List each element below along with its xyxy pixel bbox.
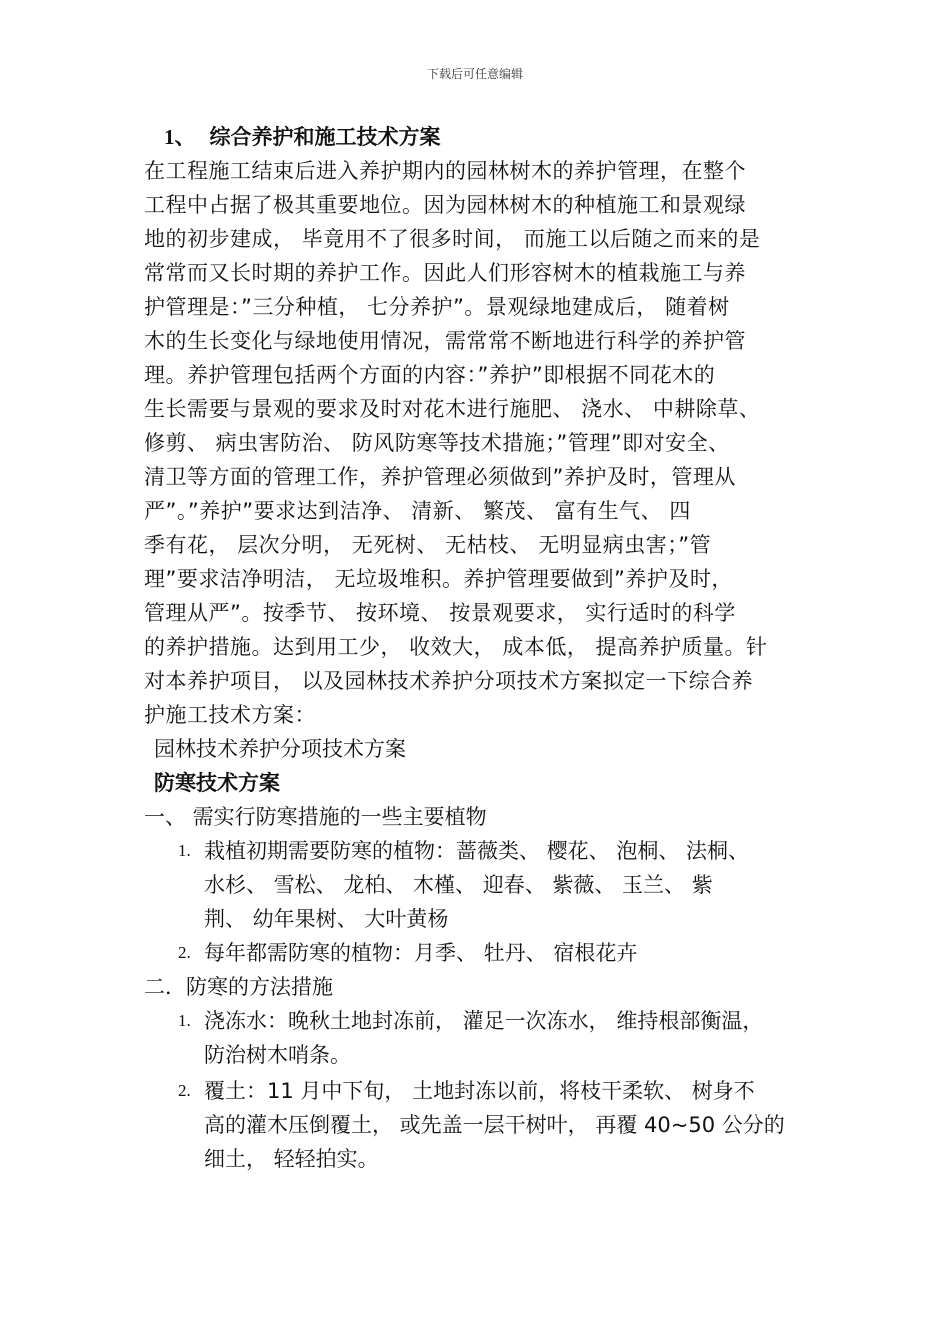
paragraph-line: 护施工技术方案：: [144, 703, 316, 727]
paragraph-line: 木的生长变化与绿地使用情况，需常常不断地进行科学的养护管: [144, 329, 746, 353]
list-item: [144, 1004, 820, 1072]
paragraph-line: 在工程施工结束后进入养护期内的园林树木的养护管理，在整个: [144, 159, 746, 183]
list-item: [144, 1074, 820, 1176]
list-marker: 2.: [178, 943, 191, 962]
list-marker: 2.: [178, 1081, 191, 1100]
list-marker: 1.: [178, 1011, 191, 1030]
page-header: 下载后可任意编辑: [426, 67, 523, 81]
paragraph-line: 的养护措施。达到用工少， 收效大， 成本低， 提高养护质量。针: [144, 635, 768, 659]
section-one-title: 一、 需实行防寒措施的一些主要植物: [144, 805, 487, 829]
document-body: [144, 120, 820, 1176]
heading-number: 1、: [164, 125, 196, 149]
paragraph-line: 修剪、 病虫害防治、 防风防寒等技术措施；”管理”即对安全、: [144, 431, 730, 455]
paragraph-line: 工程中占据了极其重要地位。因为园林树木的种植施工和景观绿: [144, 193, 746, 217]
list-item-line: 水杉、 雪松、 龙柏、 木槿、 迎春、 紫薇、 玉兰、 紫: [204, 873, 713, 897]
list-item-line: 覆土：11 月中下旬， 土地封冻以前，将枝干柔软、 树身不: [204, 1079, 755, 1103]
paragraph-line: 护管理是：”三分种植， 七分养护”。景观绿地建成后， 随着树: [144, 295, 730, 319]
paragraph-line: 对本养护项目， 以及园林技术养护分项技术方案拟定一下综合养: [144, 669, 754, 693]
paragraph-line: 管理从严”。按季节、 按环境、 按景观要求， 实行适时的科学: [144, 601, 736, 625]
subsection-bold-title: 防寒技术方案: [154, 771, 280, 795]
list-item-line: 高的灌木压倒覆土， 或先盖一层干树叶， 再覆 40~50 公分的: [204, 1113, 785, 1137]
paragraph-line: 清卫等方面的管理工作，养护管理必须做到”养护及时，管理从: [144, 465, 736, 489]
list-item: [144, 834, 820, 936]
intro-paragraph: [144, 154, 820, 732]
list-item-line: 防治树木哨条。: [204, 1043, 351, 1067]
paragraph-line: 理”要求洁净明洁， 无垃圾堆积。养护管理要做到”养护及时，: [144, 567, 733, 591]
paragraph-line: 严”。”养护”要求达到洁净、 清新、 繁茂、 富有生气、 四: [144, 499, 691, 523]
subsection-title: 园林技术养护分项技术方案: [154, 737, 406, 761]
paragraph-line: 常常而又长时期的养护工作。因此人们形容树木的植栽施工与养: [144, 261, 746, 285]
list-item-line: 栽植初期需要防寒的植物：蔷薇类、 樱花、 泡桐、 法桐、: [204, 839, 750, 863]
list-item-line: 浇冻水：晚秋土地封冻前， 灌足一次冻水， 维持根部衡温，: [204, 1009, 764, 1033]
paragraph-line: 地的初步建成， 毕竟用不了很多时间， 而施工以后随之而来的是: [144, 227, 761, 251]
list-marker: 1.: [178, 841, 191, 860]
list-item: [144, 936, 820, 970]
section-heading: [144, 120, 820, 154]
list-item-line: 细土， 轻轻拍实。: [204, 1147, 379, 1171]
list-item-line: 荆、 幼年果树、 大叶黄杨: [204, 907, 449, 931]
list-item-line: 每年都需防寒的植物：月季、 牡丹、 宿根花卉: [204, 941, 638, 965]
paragraph-line: 生长需要与景观的要求及时对花木进行施肥、 浇水、 中耕除草、: [144, 397, 761, 421]
paragraph-line: 理。养护管理包括两个方面的内容：”养护”即根据不同花木的: [144, 363, 716, 387]
heading-title: 综合养护和施工技术方案: [209, 125, 441, 149]
section-two-title: 二．防寒的方法措施: [144, 975, 333, 999]
paragraph-line: 季有花， 层次分明， 无死树、 无枯枝、 无明显病虫害；”管: [144, 533, 712, 557]
